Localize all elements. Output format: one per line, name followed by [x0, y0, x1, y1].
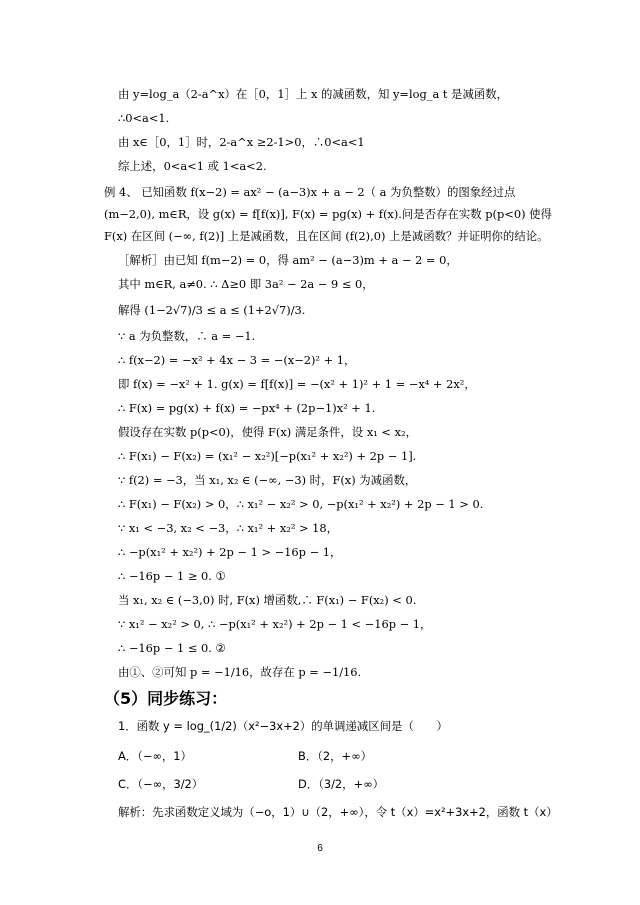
solution-line-6: 即 f(x) = −x² + 1. g(x) = f[f(x)] = −(x² + 1)² + 1 = −x⁴ + 2x²， [118, 377, 476, 391]
solution-line-8: 假设存在实数 p(p<0)，使得 F(x) 满足条件，设 x₁ < x₂， [118, 425, 417, 439]
text-line-2: ∴0<a<1. [118, 111, 170, 125]
option-d: D．（3/2，+∞） [298, 777, 384, 791]
example-4-line-2: (m−2,0), m∈R，设 g(x) = f[f(x)], F(x) = pg(x) + f(x).问是否存在实数 p(p<0) 使得 [104, 207, 552, 221]
example-4-line-3: F(x) 在区间 (−∞, f(2)] 上是减函数，且在区间 (f(2),0) 上是减函数？并证明你的结论。 [104, 229, 549, 243]
solution-line-9: ∴ F(x₁) − F(x₂) = (x₁² − x₂²)[−p(x₁² + x₂²) + 2p − 1]. [118, 449, 417, 463]
section-title: （5）同步练习： [104, 689, 228, 708]
solution-line-18: 由①、②可知 p = −1/16，故存在 p = −1/16. [118, 665, 362, 679]
solution-line-1: ［解析］由已知 f(m−2) = 0，得 am² − (a−3)m + a − 2 = 0， [118, 253, 458, 267]
solution-line-12: ∵ x₁ < −3, x₂ < −3，∴ x₁² + x₂² > 18， [118, 521, 339, 535]
analysis-line: 解析：先求函数定义域为（−o，1）∪（2，+∞），令 t（x）=x²+3x+2，函数 t（x） [118, 805, 558, 819]
option-c: C．（−∞，3/2） [118, 777, 204, 791]
solution-line-14: ∴ −16p − 1 ≥ 0. ① [118, 569, 226, 583]
solution-line-3: 解得 (1−2√7)/3 ≤ a ≤ (1+2√7)/3. [118, 303, 306, 317]
solution-line-10: ∵ f(2) = −3，当 x₁, x₂ ∈ (−∞, −3) 时，F(x) 为减函数， [118, 473, 417, 487]
text-line-1: 由 y=log_a（2-a^x）在［0，1］上 x 的减函数，知 y=log_a t 是减函数， [118, 87, 509, 101]
solution-line-17: ∴ −16p − 1 ≤ 0. ② [118, 641, 226, 655]
solution-line-4: ∵ a 为负整数，∴ a = −1. [118, 329, 256, 343]
example-4-heading: 例 4、 已知函数 f(x−2) = ax² − (a−3)x + a − 2（ a 为负整数）的图象经过点 [104, 185, 516, 199]
solution-line-5: ∴ f(x−2) = −x² + 4x − 3 = −(x−2)² + 1， [118, 353, 356, 367]
solution-line-16: ∵ x₁² − x₂² > 0, ∴ −p(x₁² + x₂²) + 2p − 1 < −16p − 1， [118, 617, 432, 631]
solution-line-11: ∴ F(x₁) − F(x₂) > 0，∴ x₁² − x₂² > 0, −p(x₁² + x₂²) + 2p − 1 > 0. [118, 497, 484, 511]
option-b: B．（2，+∞） [298, 749, 372, 763]
page-number: 6 [317, 843, 323, 854]
solution-line-7: ∴ F(x) = pg(x) + f(x) = −px⁴ + (2p−1)x² + 1. [118, 401, 376, 415]
solution-line-15: 当 x₁, x₂ ∈ (−3,0) 时, F(x) 增函数,∴ F(x₁) − F(x₂) < 0. [118, 593, 417, 607]
solution-line-13: ∴ −p(x₁² + x₂²) + 2p − 1 > −16p − 1， [118, 545, 342, 559]
solution-line-2: 其中 m∈R, a≠0. ∴ Δ≥0 即 3a² − 2a − 9 ≤ 0， [118, 277, 374, 291]
option-a: A．（−∞，1） [118, 749, 192, 763]
text-line-3: 由 x∈［0，1］时，2-a^x ≥2-1>0，∴0<a<1 [118, 135, 365, 149]
text-line-4: 综上述，0<a<1 或 1<a<2. [118, 159, 267, 173]
question-1: 1．函数 y = log_(1/2)（x²−3x+2）的单调递减区间是（ ） [118, 719, 448, 733]
